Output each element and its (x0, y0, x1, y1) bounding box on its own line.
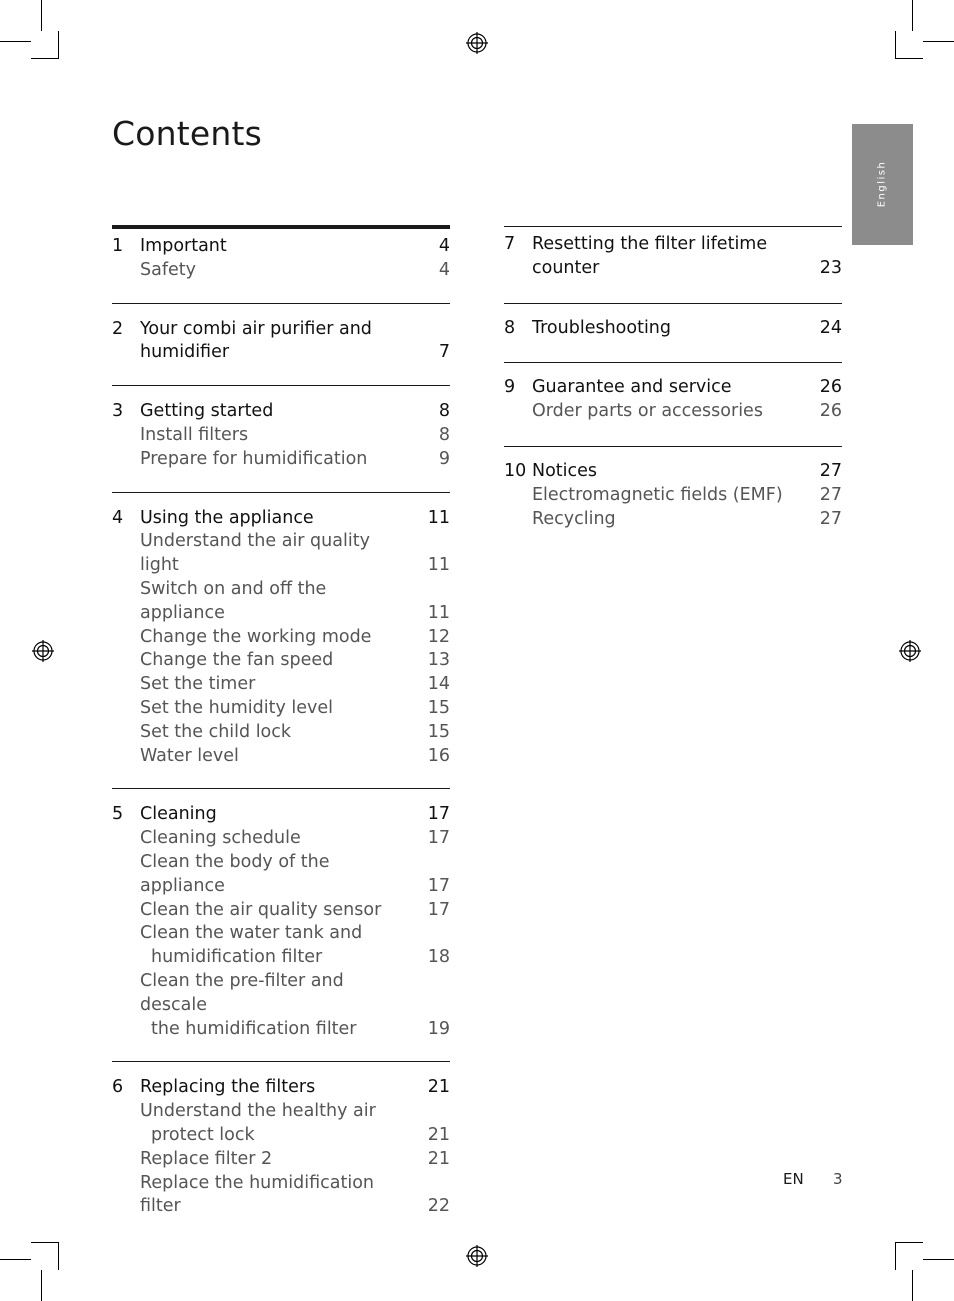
toc-section (112, 303, 450, 386)
toc-chapter-heading[interactable] (112, 400, 450, 424)
registration-mark-icon (466, 32, 488, 54)
entry-label: Water level (140, 745, 239, 766)
toc-chapter-heading[interactable] (504, 317, 842, 341)
toc-chapter-heading[interactable] (112, 1076, 450, 1100)
registration-mark-icon (466, 1245, 488, 1267)
toc-chapter-heading[interactable] (112, 507, 450, 531)
entry-label: Safety (140, 259, 196, 280)
entry-label-line: protect lock (151, 1124, 255, 1145)
toc-entry[interactable] (112, 745, 450, 769)
toc-section (504, 446, 842, 553)
entry-label: Change the fan speed (140, 650, 334, 671)
entry-label: Set the child lock (140, 721, 292, 742)
chapter-number: 10 (504, 460, 527, 481)
entry-label: Understand the air quality light (140, 531, 370, 576)
page-number: 26 (819, 401, 842, 422)
entry-label-line: the humidification filter (151, 1018, 357, 1039)
toc-section (112, 788, 450, 1061)
entry-label: Clean the air quality sensor (140, 899, 382, 920)
page-number: 21 (427, 1124, 450, 1145)
chapter-title: Important (140, 236, 227, 256)
chapter-title: Troubleshooting (532, 317, 672, 338)
entry-label-line: humidification filter (151, 947, 323, 968)
page-number: 15 (427, 697, 450, 718)
chapter-title-line: Resetting the filter lifetime (532, 234, 768, 254)
page-number: 21 (427, 1077, 450, 1098)
page-number: 12 (427, 626, 450, 647)
page-number: 15 (427, 721, 450, 742)
chapter-title: Getting started (140, 401, 274, 422)
chapter-title-line: humidifier (140, 342, 230, 363)
registration-mark-icon (32, 640, 54, 662)
page-number: 7 (438, 342, 450, 363)
toc-entry[interactable] (112, 424, 450, 448)
footer-page-number: 3 (833, 1170, 843, 1188)
toc-entry[interactable] (112, 827, 450, 851)
chapter-number: 6 (112, 1077, 124, 1098)
page-number: 23 (819, 257, 842, 278)
toc-section (504, 362, 842, 446)
page-number: 19 (427, 1018, 450, 1039)
chapter-title-line: Your combi air purifier and (140, 318, 372, 339)
page-number: 22 (427, 1196, 450, 1217)
toc-section (112, 385, 450, 491)
chapter-title: Guarantee and service (532, 377, 732, 398)
chapter-number: 2 (112, 318, 124, 339)
page-number: 26 (819, 377, 842, 398)
page-title: Contents (112, 114, 263, 153)
entry-label: Install filters (140, 424, 249, 445)
page-number: 27 (819, 460, 842, 481)
chapter-title: Replacing the filters (140, 1077, 316, 1098)
entry-label: Order parts or accessories (532, 401, 763, 422)
chapter-number: 9 (504, 377, 516, 398)
page-number: 4 (438, 236, 450, 256)
chapter-number: 7 (504, 234, 516, 254)
chapter-number: 3 (112, 401, 124, 422)
page-number: 8 (438, 401, 450, 422)
entry-label-line: Clean the pre-filter and descale (140, 970, 344, 1015)
toc-entry[interactable] (504, 484, 842, 508)
entry-label: Prepare for humidification (140, 448, 368, 469)
page-number: 24 (819, 317, 842, 338)
page-number: 21 (427, 1148, 450, 1169)
toc-entry[interactable] (112, 697, 450, 721)
page-number: 16 (427, 745, 450, 766)
toc-entry[interactable] (504, 400, 842, 424)
toc-entry[interactable] (112, 851, 450, 899)
chapter-number: 8 (504, 317, 516, 338)
page-number: 27 (819, 484, 842, 505)
toc-entry[interactable] (112, 922, 450, 970)
language-tab-label: English (876, 160, 888, 208)
toc-entry[interactable] (504, 508, 842, 532)
chapter-title: Cleaning (140, 804, 217, 825)
toc-entry[interactable] (112, 448, 450, 472)
page-number: 4 (438, 259, 450, 280)
toc-chapter-heading[interactable] (504, 376, 842, 400)
toc-entry[interactable] (112, 530, 450, 578)
chapter-number: 5 (112, 804, 124, 825)
toc-entry[interactable] (112, 721, 450, 745)
chapter-title-line: counter (532, 257, 600, 278)
toc-entry[interactable] (112, 899, 450, 923)
page-number: 18 (427, 947, 450, 968)
entry-label: Replace filter 2 (140, 1148, 273, 1169)
toc-chapter-heading[interactable] (504, 460, 842, 484)
toc-section (504, 303, 842, 363)
toc-chapter-heading[interactable] (112, 235, 450, 259)
page-number: 11 (427, 555, 450, 576)
page-number: 11 (427, 507, 450, 528)
toc-entry[interactable] (112, 673, 450, 697)
chapter-title: Using the appliance (140, 507, 314, 528)
page-number: 17 (427, 899, 450, 920)
page-number: 17 (427, 828, 450, 849)
toc-entry[interactable] (112, 1100, 450, 1148)
entry-label: Clean the body of the appliance (140, 851, 330, 896)
toc-section (112, 492, 450, 789)
page-number: 8 (438, 424, 450, 445)
toc-section (112, 229, 450, 303)
entry-label: Electromagnetic fields (EMF) (532, 484, 783, 505)
entry-label: Cleaning schedule (140, 828, 301, 849)
entry-label: Set the timer (140, 674, 256, 695)
footer-language-code: EN (783, 1170, 804, 1188)
chapter-title: Notices (532, 460, 598, 481)
entry-label: Switch on and off the appliance (140, 578, 327, 623)
entry-label-line: Clean the water tank and (140, 923, 363, 944)
page-number: 13 (427, 650, 450, 671)
entry-label: Replace the humidification filter (140, 1172, 375, 1217)
chapter-number: 4 (112, 507, 124, 528)
page-number: 11 (427, 602, 450, 623)
toc-chapter-heading[interactable] (112, 803, 450, 827)
toc-left-column (112, 225, 450, 1239)
page-number: 9 (438, 448, 450, 469)
language-tab (852, 124, 913, 245)
toc-section (504, 227, 842, 303)
toc-entry[interactable] (112, 626, 450, 650)
page-number: 27 (819, 508, 842, 529)
toc-entry[interactable] (112, 578, 450, 626)
page-number: 17 (427, 804, 450, 825)
toc-entry[interactable] (112, 1148, 450, 1172)
toc-entry[interactable] (112, 259, 450, 283)
entry-label: Change the working mode (140, 626, 372, 647)
chapter-number: 1 (112, 236, 124, 256)
registration-mark-icon (899, 640, 921, 662)
toc-right-column (504, 226, 842, 553)
page-number: 14 (427, 674, 450, 695)
toc-entry[interactable] (112, 1172, 450, 1220)
toc-entry[interactable] (112, 649, 450, 673)
toc-chapter-heading[interactable] (504, 233, 842, 281)
entry-label: Set the humidity level (140, 697, 334, 718)
entry-label: Recycling (532, 508, 616, 529)
page-number: 17 (427, 875, 450, 896)
toc-section (112, 1061, 450, 1239)
toc-entry[interactable] (112, 970, 450, 1041)
toc-chapter-heading[interactable] (112, 318, 450, 366)
entry-label-line: Understand the healthy air (140, 1101, 376, 1122)
